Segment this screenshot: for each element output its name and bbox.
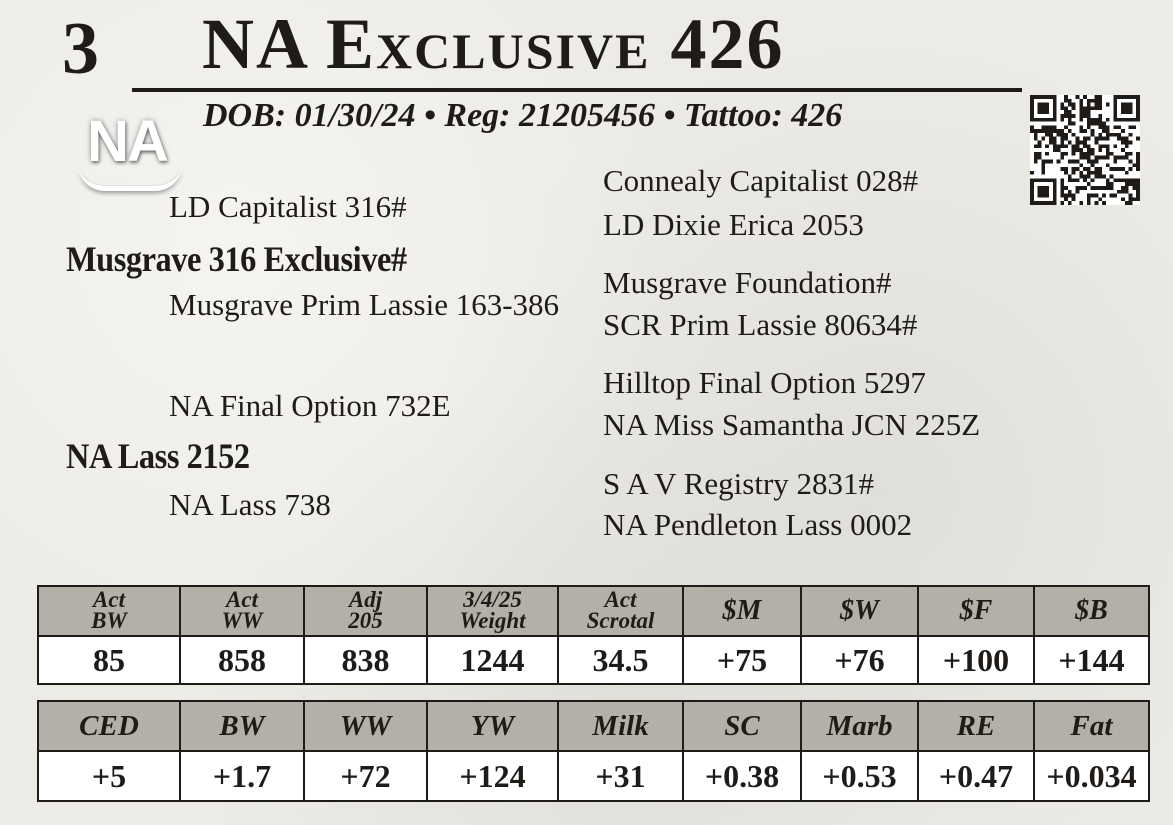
perf-header-cell: $F bbox=[918, 586, 1034, 636]
epd-header-cell: BW bbox=[180, 701, 304, 751]
epd-header-cell: RE bbox=[918, 701, 1034, 751]
perf-header-cell: Act WW bbox=[180, 586, 304, 636]
qr-code-icon[interactable] bbox=[1030, 95, 1140, 205]
logo-swoosh bbox=[78, 164, 182, 191]
perf-value-cell: 858 bbox=[180, 636, 304, 684]
epd-table bbox=[37, 700, 1150, 802]
epd-header-row bbox=[38, 701, 1149, 751]
epd-header-cell: Fat bbox=[1034, 701, 1149, 751]
animal-name: NA Exclusive 426 bbox=[202, 4, 785, 84]
sire-dam-dam: SCR Prim Lassie 80634# bbox=[603, 307, 918, 342]
sire-sire: LD Capitalist 316# bbox=[169, 189, 407, 224]
dam-sire-sire: Hilltop Final Option 5297 bbox=[603, 365, 926, 400]
epd-header-cell: Marb bbox=[801, 701, 918, 751]
epd-value-cell: +31 bbox=[558, 751, 683, 801]
perf-value-cell: 838 bbox=[304, 636, 427, 684]
dam-dam: NA Lass 738 bbox=[169, 487, 331, 522]
dam-sire-dam: NA Miss Samantha JCN 225Z bbox=[603, 407, 981, 442]
dam-dam-sire: S A V Registry 2831# bbox=[603, 466, 875, 501]
epd-header-cell: Milk bbox=[558, 701, 683, 751]
perf-value-cell: +100 bbox=[918, 636, 1034, 684]
sire-sire-dam: LD Dixie Erica 2053 bbox=[603, 207, 864, 242]
perf-header-cell: Adj 205 bbox=[304, 586, 427, 636]
epd-value-cell: +5 bbox=[38, 751, 180, 801]
performance-table bbox=[37, 585, 1150, 685]
epd-value-cell: +0.47 bbox=[918, 751, 1034, 801]
perf-value-cell: +144 bbox=[1034, 636, 1149, 684]
epd-header-cell: SC bbox=[683, 701, 801, 751]
title-divider bbox=[132, 88, 1022, 92]
perf-value-cell: 85 bbox=[38, 636, 180, 684]
performance-value-row bbox=[38, 636, 1149, 684]
perf-value-cell: 1244 bbox=[427, 636, 558, 684]
sire-dam: Musgrave Prim Lassie 163-386 bbox=[169, 287, 560, 322]
na-logo bbox=[66, 104, 188, 194]
epd-value-cell: +72 bbox=[304, 751, 427, 801]
perf-value-cell: +75 bbox=[683, 636, 801, 684]
sire-dam-sire: Musgrave Foundation# bbox=[603, 265, 892, 300]
perf-value-cell: +76 bbox=[801, 636, 918, 684]
lot-number: 3 bbox=[62, 8, 99, 90]
sire: Musgrave 316 Exclusive# bbox=[66, 239, 407, 279]
perf-header-cell: 3/4/25 Weight bbox=[427, 586, 558, 636]
perf-value-cell: 34.5 bbox=[558, 636, 683, 684]
perf-header-cell: Act Scrotal bbox=[558, 586, 683, 636]
perf-header-cell: $M bbox=[683, 586, 801, 636]
epd-value-cell: +124 bbox=[427, 751, 558, 801]
epd-header-cell: WW bbox=[304, 701, 427, 751]
epd-value-cell: +0.034 bbox=[1034, 751, 1149, 801]
dam-dam-dam: NA Pendleton Lass 0002 bbox=[603, 507, 913, 542]
na-logo-text: NA bbox=[87, 109, 167, 174]
epd-header-cell: YW bbox=[427, 701, 558, 751]
epd-value-cell: +0.53 bbox=[801, 751, 918, 801]
perf-header-cell: $W bbox=[801, 586, 918, 636]
performance-header-row bbox=[38, 586, 1149, 636]
dam: NA Lass 2152 bbox=[66, 436, 250, 476]
perf-header-cell: $B bbox=[1034, 586, 1149, 636]
epd-value-cell: +1.7 bbox=[180, 751, 304, 801]
epd-header-cell: CED bbox=[38, 701, 180, 751]
animal-details: DOB: 01/30/24 • Reg: 21205456 • Tattoo: 426 bbox=[203, 97, 843, 134]
sire-sire-sire: Connealy Capitalist 028# bbox=[603, 163, 919, 198]
epd-value-row bbox=[38, 751, 1149, 801]
perf-header-cell: Act BW bbox=[38, 586, 180, 636]
epd-value-cell: +0.38 bbox=[683, 751, 801, 801]
dam-sire: NA Final Option 732E bbox=[169, 388, 451, 423]
